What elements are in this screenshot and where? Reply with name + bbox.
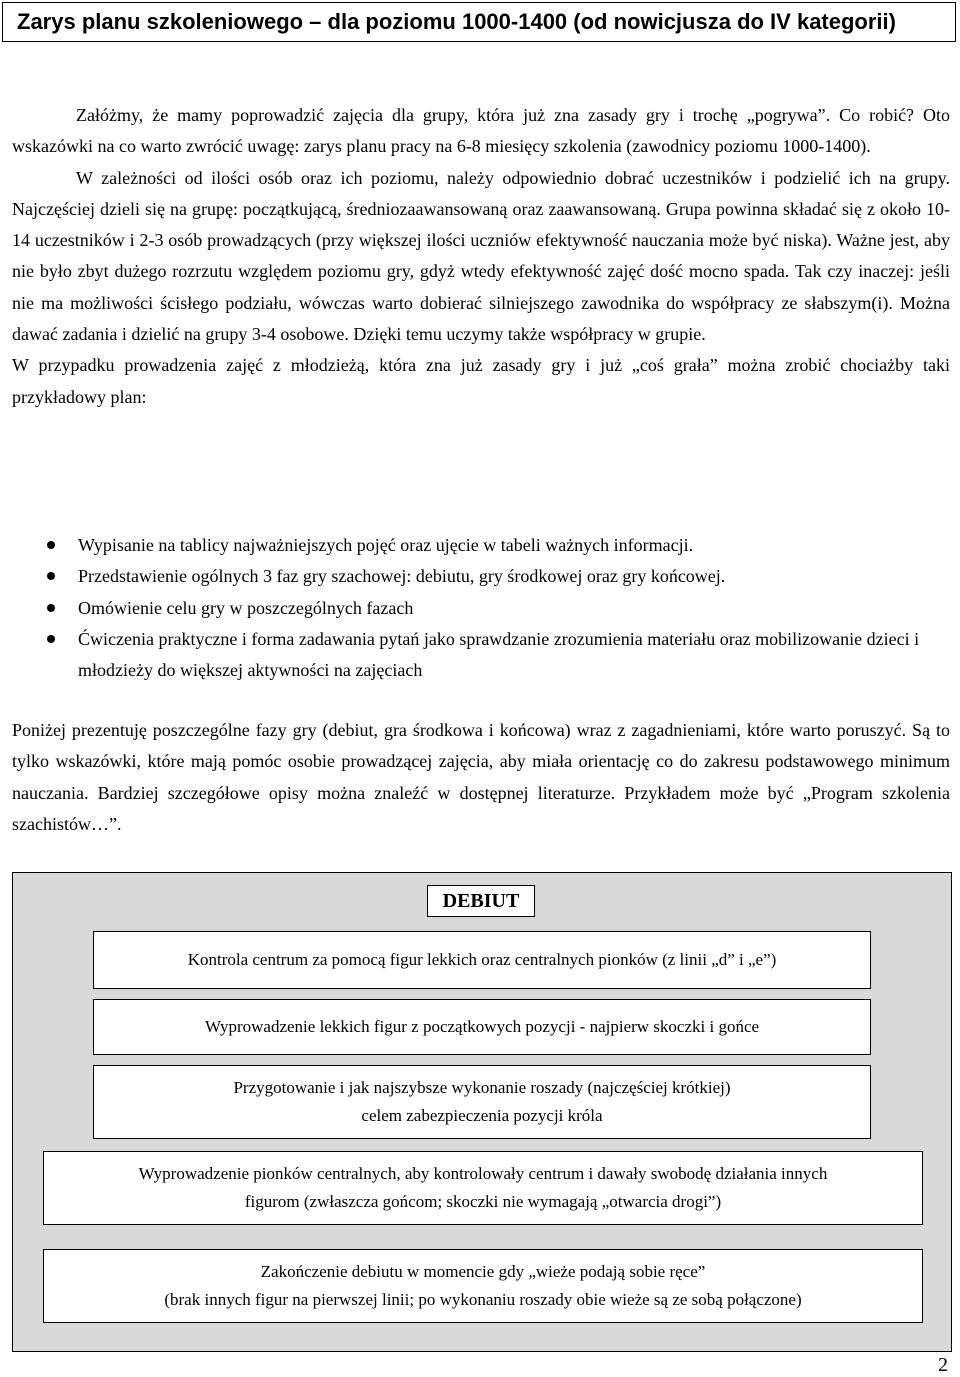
debiut-step-line: (brak innych figur na pierwszej linii; po wykonaniu roszady obie wieże są ze sobą połączone) bbox=[164, 1290, 802, 1309]
intro-paragraph-2: W zależności od ilości osób oraz ich poziomu, należy odpowiednio dobrać uczestników i podzielić ich na grupy. Najczęściej dzieli się na grupę: początkującą, średniozaawansowaną oraz zaawansowaną. Grupa powinna składać się z około 10-14 uczestników i 2-3 osób prowadzących (przy większej ilości uczniów efektywność nauczania może być niska). Ważne jest, aby nie było zbyt dużego rozrzutu względem poziomu gry, gdyż wtedy efektywność zajęć dość mocno spada. Tak czy inaczej: jeśli nie ma możliwości ścisłego podziału, wówczas warto dobierać silniejszego zawodnika do współpracy ze słabszym(i). Można dawać zadania i dzielić na grupy 3-4 osobowe. Dzięki temu uczymy także współpracy w grupie. bbox=[12, 167, 950, 345]
debiut-step-line: Przygotowanie i jak najszybsze wykonanie roszady (najczęściej krótkiej) bbox=[233, 1078, 731, 1097]
debiut-step-line: celem zabezpieczenia pozycji króla bbox=[361, 1106, 603, 1125]
document-title: Zarys planu szkoleniowego – dla poziomu 1000-1400 (od nowicjusza do IV kategorii) bbox=[2, 2, 956, 42]
debiut-step-line: Wyprowadzenie lekkich figur z początkowych pozycji - najpierw skoczki i gońce bbox=[204, 1017, 760, 1036]
debiut-step-box bbox=[43, 1249, 923, 1323]
bullet-item: Przedstawienie ogólnych 3 faz gry szachowej: debiutu, gry środkowej oraz gry końcowej. bbox=[12, 561, 950, 592]
debiut-step-box bbox=[93, 931, 871, 989]
bullet-item: Wypisanie na tablicy najważniejszych pojęć oraz ujęcie w tabeli ważnych informacji. bbox=[12, 530, 950, 561]
page-number: 2 bbox=[938, 1354, 948, 1376]
bullet-item: Ćwiczenia praktyczne i forma zadawania pytań jako sprawdzanie zrozumienia materiału oraz mobilizowanie dzieci i młodzieży do większej aktywności na zajęciach bbox=[12, 624, 950, 687]
debiut-step-line: Zakończenie debiutu w momencie gdy „wieże podają sobie ręce” bbox=[260, 1262, 706, 1281]
debiut-heading-box bbox=[427, 885, 535, 917]
plan-bullet-list bbox=[12, 530, 950, 686]
debiut-heading: DEBIUT bbox=[442, 890, 520, 912]
intro-paragraph-3: W przypadku prowadzenia zajęć z młodzieżą, która zna już zasady gry i już „coś grała” można zrobić chociażby taki przykładowy plan: bbox=[12, 355, 950, 407]
intro-paragraph-1: Załóżmy, że mamy poprowadzić zajęcia dla grupy, która już zna zasady gry i trochę „pogrywa”. Co robić? Oto wskazówki na co warto zwrócić uwagę: zarys planu pracy na 6-8 miesięcy szkolenia (zawodnicy poziomu 1000-1400). bbox=[12, 105, 950, 157]
debiut-step-line: figurom (zwłaszcza gońcom; skoczki nie wymagają „otwarcia drogi”) bbox=[244, 1192, 722, 1211]
debiut-diagram bbox=[12, 872, 952, 1352]
debiut-step-box bbox=[93, 1065, 871, 1139]
summary-paragraph: Poniżej prezentuję poszczególne fazy gry (debiut, gra środkowa i końcowa) wraz z zagadnieniami, które warto poruszyć. Są to tylko wskazówki, które mają pomóc osobie prowadzącej zajęcia, aby miała orientację co do zakresu podstawowego minimum nauczania. Bardziej szczegółowe opisy można znaleźć w dostępnej literaturze. Przykładem może być „Program szkolenia szachistów…”. bbox=[12, 720, 950, 834]
debiut-step-line: Wyprowadzenie pionków centralnych, aby kontrolowały centrum i dawały swobodę działania innych bbox=[138, 1164, 828, 1183]
bullet-item: Omówienie celu gry w poszczególnych fazach bbox=[12, 593, 950, 624]
intro-section bbox=[12, 100, 950, 413]
debiut-step-box bbox=[43, 1151, 923, 1225]
debiut-step-line: Kontrola centrum za pomocą figur lekkich oraz centralnych pionków (z linii „d” i „e”) bbox=[187, 950, 777, 969]
debiut-step-box bbox=[93, 999, 871, 1055]
